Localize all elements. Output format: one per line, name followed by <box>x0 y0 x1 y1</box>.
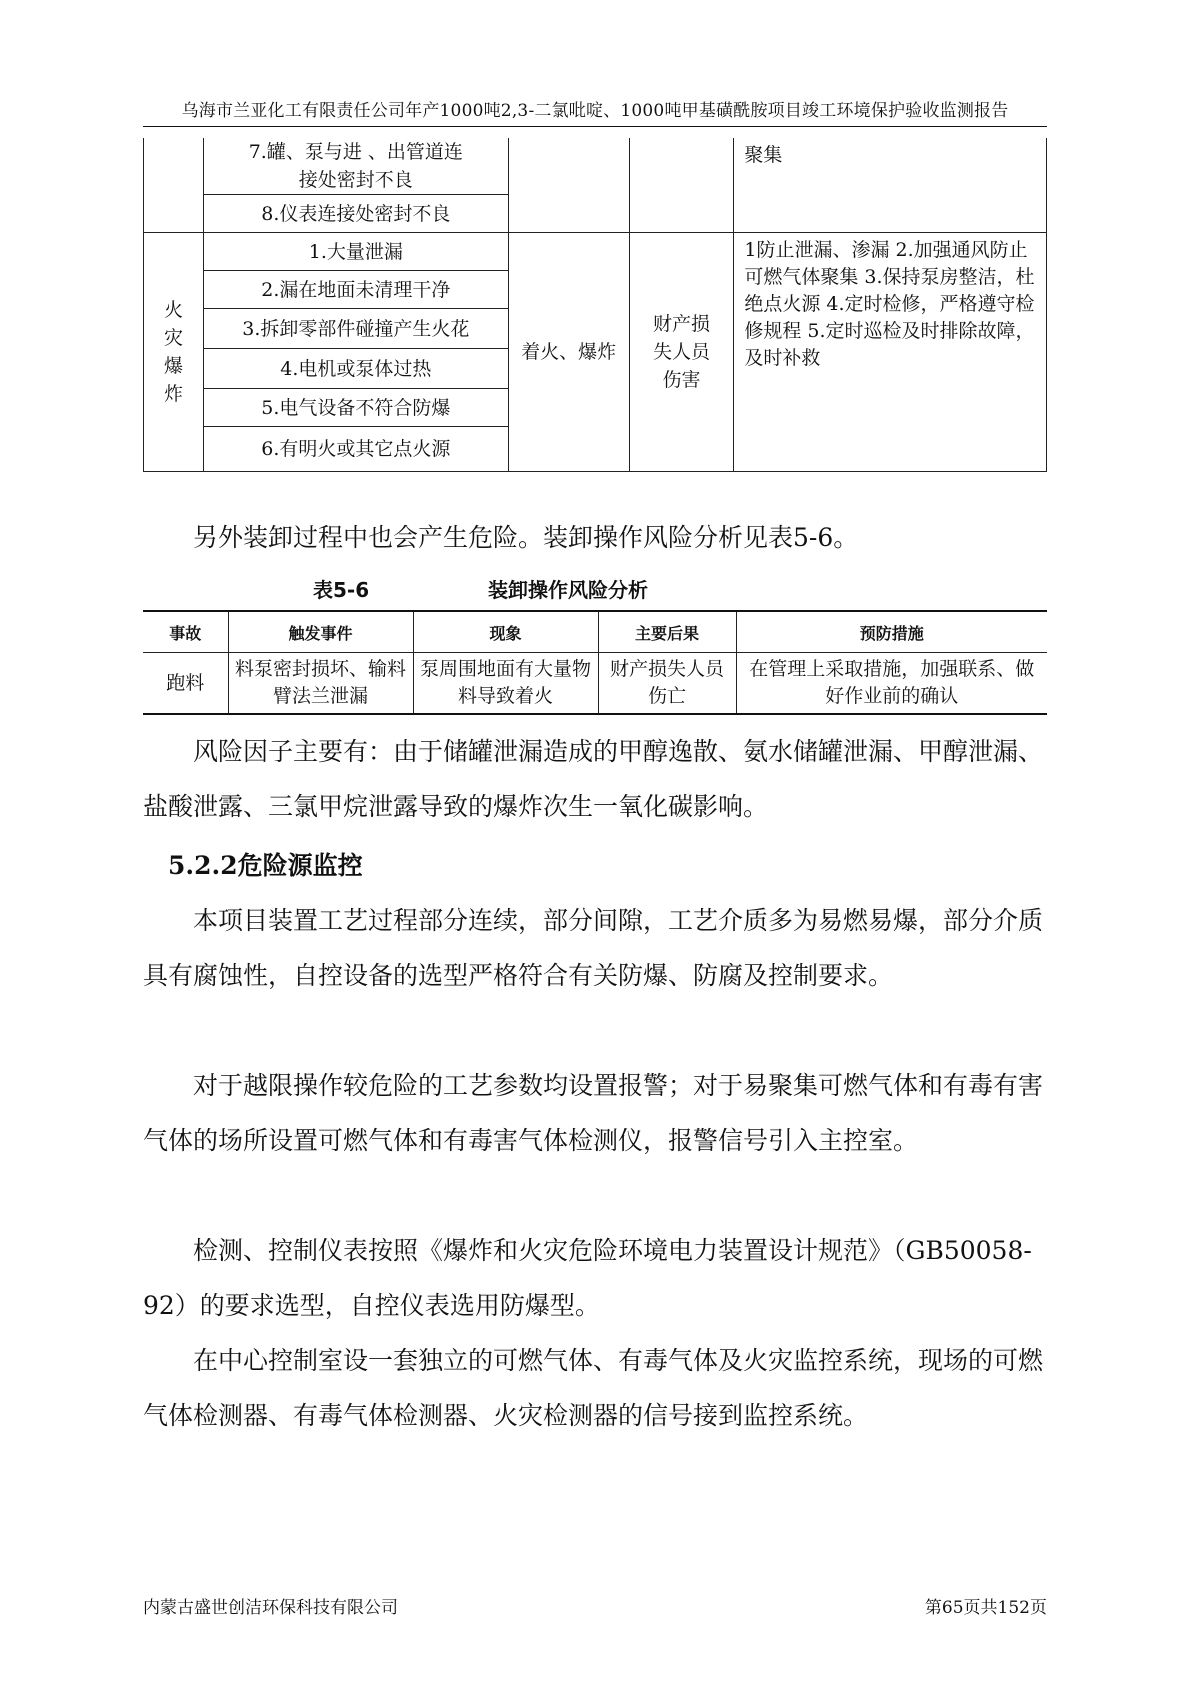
table-cell: 财产损失人员伤亡 <box>598 653 736 715</box>
header-rule <box>143 126 1047 127</box>
paragraph-intro: 另外装卸过程中也会产生危险。装卸操作风险分析见表5-6。 <box>193 523 859 552</box>
trigger-cell: 2.漏在地面未清理干净 <box>203 271 508 309</box>
accident-cell: 火灾爆炸 <box>144 233 204 472</box>
table-header: 主要后果 <box>598 611 736 653</box>
paragraph: 检测、控制仪表按照《爆炸和火灾危险环境电力装置设计规范》（GB50058-92）的要求选型，自控仪表选用防爆型。 <box>143 1236 1032 1320</box>
footer-company: 内蒙古盛世创洁环保科技有限公司 <box>143 1598 398 1618</box>
consequence-cell: 财产损失人员伤害 <box>629 233 734 472</box>
table-cell: 跑料 <box>166 671 205 694</box>
page-header: 乌海市兰亚化工有限责任公司年产1000吨2,3-二氯吡啶、1000吨甲基磺酰胺项目竣工环境保护验收监测报告 <box>181 101 1009 121</box>
phenomenon-cell: 着火、爆炸 <box>508 233 629 472</box>
trigger-cell: 4.电机或泵体过热 <box>203 349 508 389</box>
section-heading: 5.2.2危险源监控 <box>168 851 363 880</box>
table-cell: 在管理上采取措施，加强联系、做好作业前的确认 <box>736 653 1047 715</box>
paragraph-risk-factors: 风险因子主要有：由于储罐泄漏造成的甲醇逸散、氨水储罐泄漏、甲醇泄漏、盐酸泄露、三氯甲烷泄露导致的爆炸次生一氧化碳影响。 <box>143 737 1044 821</box>
trigger-cell: 6.有明火或其它点火源 <box>203 427 508 472</box>
trigger-cell: 7.罐、泵与进 、出管道连接处密封不良 <box>203 138 508 195</box>
measure-cell: 聚集 <box>734 138 1047 233</box>
trigger-cell: 1.大量泄漏 <box>203 233 508 271</box>
table-header: 现象 <box>413 611 598 653</box>
paragraph: 本项目装置工艺过程部分连续，部分间隙，工艺介质多为易燃易爆，部分介质具有腐蚀性，自控设备的选型严格符合有关防爆、防腐及控制要求。 <box>143 906 1044 990</box>
trigger-cell: 3.拆卸零部件碰撞产生火花 <box>203 309 508 349</box>
loading-risk-table <box>143 610 1047 715</box>
footer-page-number: 第65页共152页 <box>924 1598 1047 1618</box>
table-cell: 泵周围地面有大量物料导致着火 <box>413 653 598 715</box>
table-cell: 料泵密封损坏、输料臂法兰泄漏 <box>228 653 413 715</box>
table-caption-number: 表5-6 <box>313 578 370 602</box>
table-header: 事故 <box>143 611 228 653</box>
paragraph: 在中心控制室设一套独立的可燃气体、有毒气体及火灾监控系统，现场的可燃气体检测器、有毒气体检测器、火灾检测器的信号接到监控系统。 <box>143 1346 1044 1430</box>
trigger-cell: 5.电气设备不符合防爆 <box>203 389 508 427</box>
consequence-cell-empty <box>629 138 734 233</box>
measure-cell: 1防止泄漏、渗漏 2.加强通风防止可燃气体聚集 3.保持泵房整洁，杜绝点火源 4.定时检修，严格遵守检修规程 5.定时巡检及时排除故障，及时补救 <box>734 233 1047 472</box>
table-caption-title: 装卸操作风险分析 <box>488 578 648 602</box>
risk-table-continued <box>143 138 1047 472</box>
table-header: 触发事件 <box>228 611 413 653</box>
accident-cell-empty <box>144 138 204 233</box>
phenomenon-cell-empty <box>508 138 629 233</box>
trigger-cell: 8.仪表连接处密封不良 <box>203 195 508 233</box>
paragraph: 对于越限操作较危险的工艺参数均设置报警；对于易聚集可燃气体和有毒有害气体的场所设置可燃气体和有毒害气体检测仪，报警信号引入主控室。 <box>143 1071 1044 1155</box>
table-row <box>143 653 1047 715</box>
table-header: 预防措施 <box>736 611 1047 653</box>
